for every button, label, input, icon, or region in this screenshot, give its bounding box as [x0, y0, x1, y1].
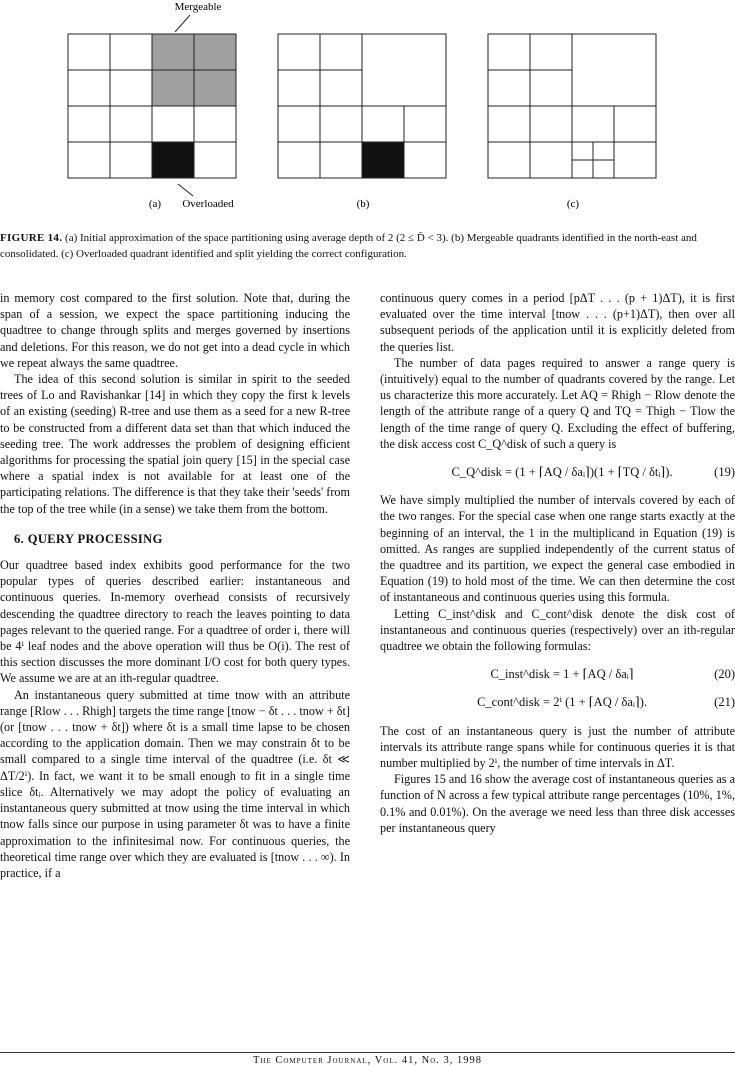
figure-caption [0, 230, 735, 262]
footer-text: The Computer Journal, Vol. 41, No. 3, 1998 [252, 1055, 483, 1066]
mergeable-pointer [175, 15, 190, 32]
paragraph: in memory cost compared to the first solution. Note that, during the span of a session, we expect the space partitioning inducing the quadtree to change through splits and merges governed by insertions and deletions. For this reason, we do not get into a dead cycle in which we repeat always the same quadtree. [0, 291, 350, 370]
mergeable-cell [194, 34, 236, 70]
paragraph: Figures 15 and 16 show the average cost of instantaneous queries as a function of N across a few typical attribute range percentages (10%, 1%, 0.1% and 0.01%). On the average we need less than three disk accesses per instantaneous query [380, 772, 735, 835]
right-column [380, 290, 735, 836]
mergeable-cell [194, 70, 236, 106]
paragraph: The cost of an instantaneous query is just the number of attribute intervals its attribute range spans while for continuous queries it is that number multiplied by 2ⁱ, the number of time intervals in ΔT. [380, 723, 735, 771]
mergeable-label: Mergeable [174, 1, 222, 13]
panel-a [68, 34, 236, 178]
equation-number: (19) [714, 465, 735, 480]
paragraph: The idea of this second solution is similar in spirit to the seeded trees of Lo and Ravishankar [14] in which they copy the first k levels of an existing (seeding) R-tree and use them as a seed for a new R-tree to be constructed from a different data set than that which induced the seeding tree. The work addresses the problem of designing efficient algorithms for processing the spatial join query [15] in the special case where a spatial index is not available for at least one of the participating relations. The difference is that they take their 'seeds' from the top of the tree while (in a sense) we take them from the bottom. [0, 372, 350, 516]
equation-body: C_cont^disk = 2ⁱ (1 + ⌈AQ / δaᵢ⌉). [477, 695, 648, 710]
overloaded-cell [152, 142, 194, 178]
panel-c [488, 34, 656, 178]
equation-20 [380, 666, 735, 682]
equation-body: C_Q^disk = (1 + ⌈AQ / δaᵢ⌉)(1 + ⌈TQ / δtᵢ⌉). [451, 465, 673, 480]
equation-19 [380, 464, 735, 480]
equation-number: (20) [714, 667, 735, 682]
overloaded-pointer [178, 184, 193, 196]
mergeable-cell [152, 70, 194, 106]
paragraph: Letting C_inst^disk and C_cont^disk denote the disk cost of instantaneous and continuous queries (respectively) over an ith-regular quadtree we obtain the following formulas: [380, 606, 735, 654]
paragraph: The number of data pages required to answer a range query is (intuitively) equal to the number of quadrants covered by the range. Let us characterize this more accurately. Let AQ = Rhigh − Rlow denote the length of the attribute range of a query Q and TQ = Thigh − Tlow the length of the time range of query Q. Excluding the effect of buffering, the disk access cost C_Q^disk of such a query is [380, 355, 735, 451]
overloaded-cell [362, 142, 404, 178]
equation-body: C_inst^disk = 1 + ⌈AQ / δaᵢ⌉ [490, 667, 634, 682]
caption-label: FIGURE 14. [0, 232, 63, 244]
page-footer [0, 1052, 735, 1066]
section-heading: 6. QUERY PROCESSING [14, 531, 163, 546]
paragraph: Our quadtree based index exhibits good performance for the two popular types of queries described earlier: instantaneous and continuous queries. In-memory overhead consists of recursively descending the quadtree directory to reach the leaves pointing to data pages relevant to the queried range. For a quadtree of order i, there will be 4ⁱ leaf nodes and the above operation will thus be O(i). The rest of this section discusses the more dominant I/O cost for both query types. We assume we are at an ith-regular quadtree. [0, 558, 350, 686]
mergeable-cell [152, 34, 194, 70]
panel-c-tag: (c) [566, 198, 580, 210]
panel-a-tag: (a) [148, 198, 162, 210]
left-column [0, 290, 350, 881]
overloaded-label: Overloaded [182, 198, 234, 210]
equation-21 [380, 694, 735, 710]
paragraph: An instantaneous query submitted at time tnow with an attribute range [Rlow . . . Rhigh] targets the time range [tnow − δt . . . tnow + δt] (or [tnow . . . tnow + δt]) where δt is a small time lapse to be chosen according to the application domain. Then we may constrain δt to be small compared to a single time interval of the quadtree (i.e. δt ≪ ΔT/2ⁱ). In fact, we want it to be small enough to fit in a single time slice δtᵢ. Alternatively we may adopt the policy of evaluating an instantaneous query submitted at tnow using the time interval in which tnow falls since our purpose in using parameter δt was to have a finite approximation to the infinitesimal now. For continuous queries, the theoretical time range over which they are evaluated is [tnow . . . ∞). In practice, if a [0, 687, 350, 880]
panel-b [278, 34, 446, 178]
caption-text: (a) Initial approximation of the space partitioning using average depth of 2 (2 ≤ D̄ < 3). (b) Mergeable quadrants identified in the north-east and consolidated. (c) Overloaded quadrant identified and split yielding the correct configuration. [0, 232, 697, 260]
paragraph: continuous query comes in a period [pΔT . . . (p + 1)ΔT), it is first evaluated over the time interval [tnow . . . (p+1)ΔT), then over all subsequent periods of the application until it is explicitly deleted from the queries list. [380, 291, 735, 354]
equation-number: (21) [714, 695, 735, 710]
paragraph: We have simply multiplied the number of intervals covered by each of the two ranges. For the special case when one range starts exactly at the beginning of an interval, the 1 in the multiplicand in Equation (19) is omitted. As ranges are supplied independently of the current status of the quadtree and its partition, we expect the general case embodied in Equation (19) to hold most of the time. We can then determine the cost of instantaneous and continuous queries using this formula. [380, 493, 735, 605]
panel-b-tag: (b) [356, 198, 370, 210]
